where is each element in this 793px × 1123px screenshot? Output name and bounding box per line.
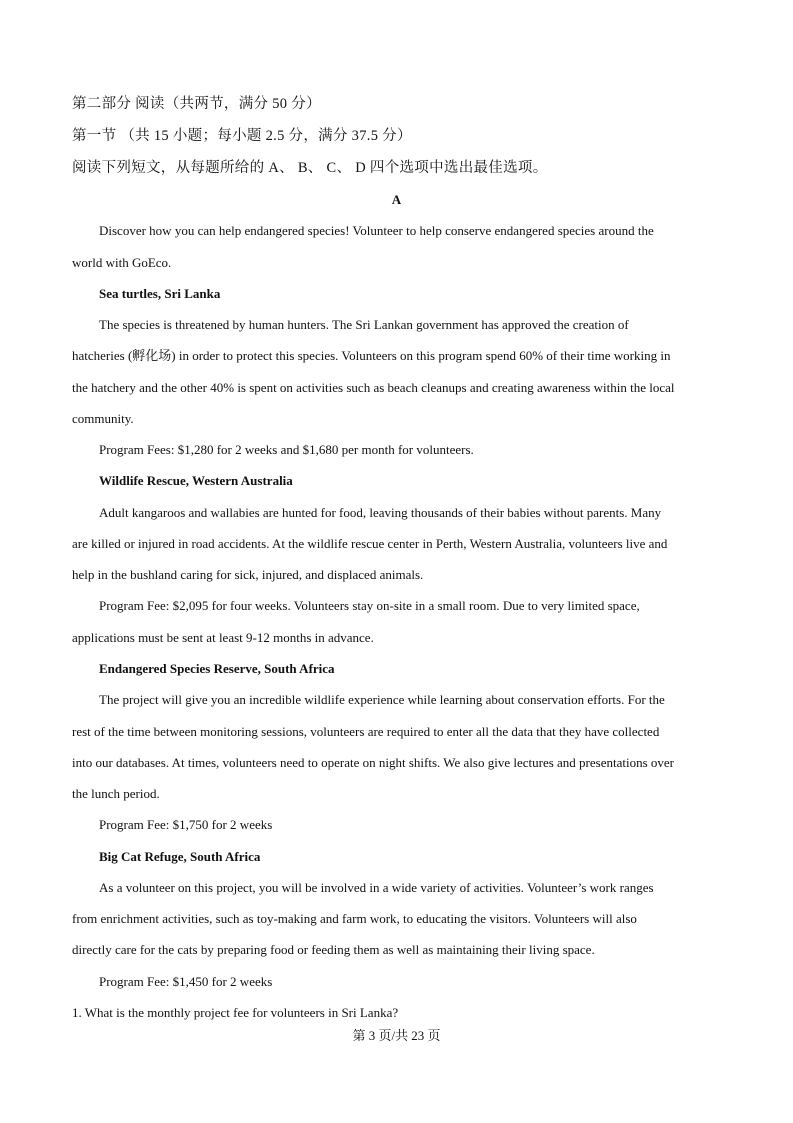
paragraph-line: rest of the time between monitoring sessions, volunteers are required to enter all the data that they have collected — [72, 724, 660, 739]
paragraph-line: community. — [72, 411, 134, 426]
program-fee: Program Fee: $1,750 for 2 weeks — [99, 817, 273, 832]
paragraph-line: Adult kangaroos and wallabies are hunted for food, leaving thousands of their babies without parents. Many — [99, 505, 662, 520]
section-title-sea-turtles: Sea turtles, Sri Lanka — [99, 286, 221, 301]
paragraph-line: As a volunteer on this project, you will be involved in a wide variety of activities. Volunteer’s work ranges — [99, 880, 654, 895]
paragraph-line: hatcheries (孵化场) in order to protect this species. Volunteers on this program spend 60% of their time working in — [72, 348, 671, 363]
program-fee: Program Fees: $1,280 for 2 weeks and $1,680 per month for volunteers. — [99, 442, 474, 457]
section-title-species-reserve: Endangered Species Reserve, South Africa — [99, 661, 335, 676]
intro-line-1: Discover how you can help endangered species! Volunteer to help conserve endangered species around the — [99, 223, 654, 238]
paragraph-line: from enrichment activities, such as toy-making and farm work, to educating the visitors. Volunteers will also — [72, 911, 637, 926]
passage-letter: A — [391, 192, 402, 207]
paragraph-line: help in the bushland caring for sick, injured, and displaced animals. — [72, 567, 424, 582]
section-heading: 第一节 （共 15 小题；每小题 2.5 分，满分 37.5 分） — [72, 128, 412, 144]
paragraph-line: into our databases. At times, volunteers need to operate on night shifts. We also give lectures and presentations over — [72, 755, 674, 770]
question-1: 1. What is the monthly project fee for volunteers in Sri Lanka? — [72, 1005, 399, 1020]
part-heading: 第二部分 阅读（共两节，满分 50 分） — [72, 96, 321, 112]
paragraph-line: The project will give you an incredible wildlife experience while learning about conservation efforts. For the — [99, 692, 665, 707]
paragraph-line: are killed or injured in road accidents. At the wildlife rescue center in Perth, Western Australia, volunteers live and — [72, 536, 668, 551]
paragraph-line: the hatchery and the other 40% is spent on activities such as beach cleanups and creating awareness within the local — [72, 380, 675, 395]
paragraph-line: The species is threatened by human hunters. The Sri Lankan government has approved the creation of — [99, 317, 629, 332]
page-footer: 第 3 页/共 23 页 — [352, 1028, 441, 1043]
program-fee-continued: applications must be sent at least 9-12 months in advance. — [72, 630, 374, 645]
paragraph-line: directly care for the cats by preparing food or feeding them as well as maintaining their living space. — [72, 942, 595, 957]
program-fee: Program Fee: $1,450 for 2 weeks — [99, 974, 273, 989]
paragraph-line: the lunch period. — [72, 786, 160, 801]
section-title-wildlife-rescue: Wildlife Rescue, Western Australia — [99, 473, 293, 488]
section-title-big-cat-refuge: Big Cat Refuge, South Africa — [99, 849, 261, 864]
intro-line-2: world with GoEco. — [72, 255, 172, 270]
instruction-text: 阅读下列短文，从每题所给的 A、 B、 C、 D 四个选项中选出最佳选项。 — [72, 160, 548, 176]
program-fee: Program Fee: $2,095 for four weeks. Volunteers stay on-site in a small room. Due to very limited space, — [99, 598, 640, 613]
